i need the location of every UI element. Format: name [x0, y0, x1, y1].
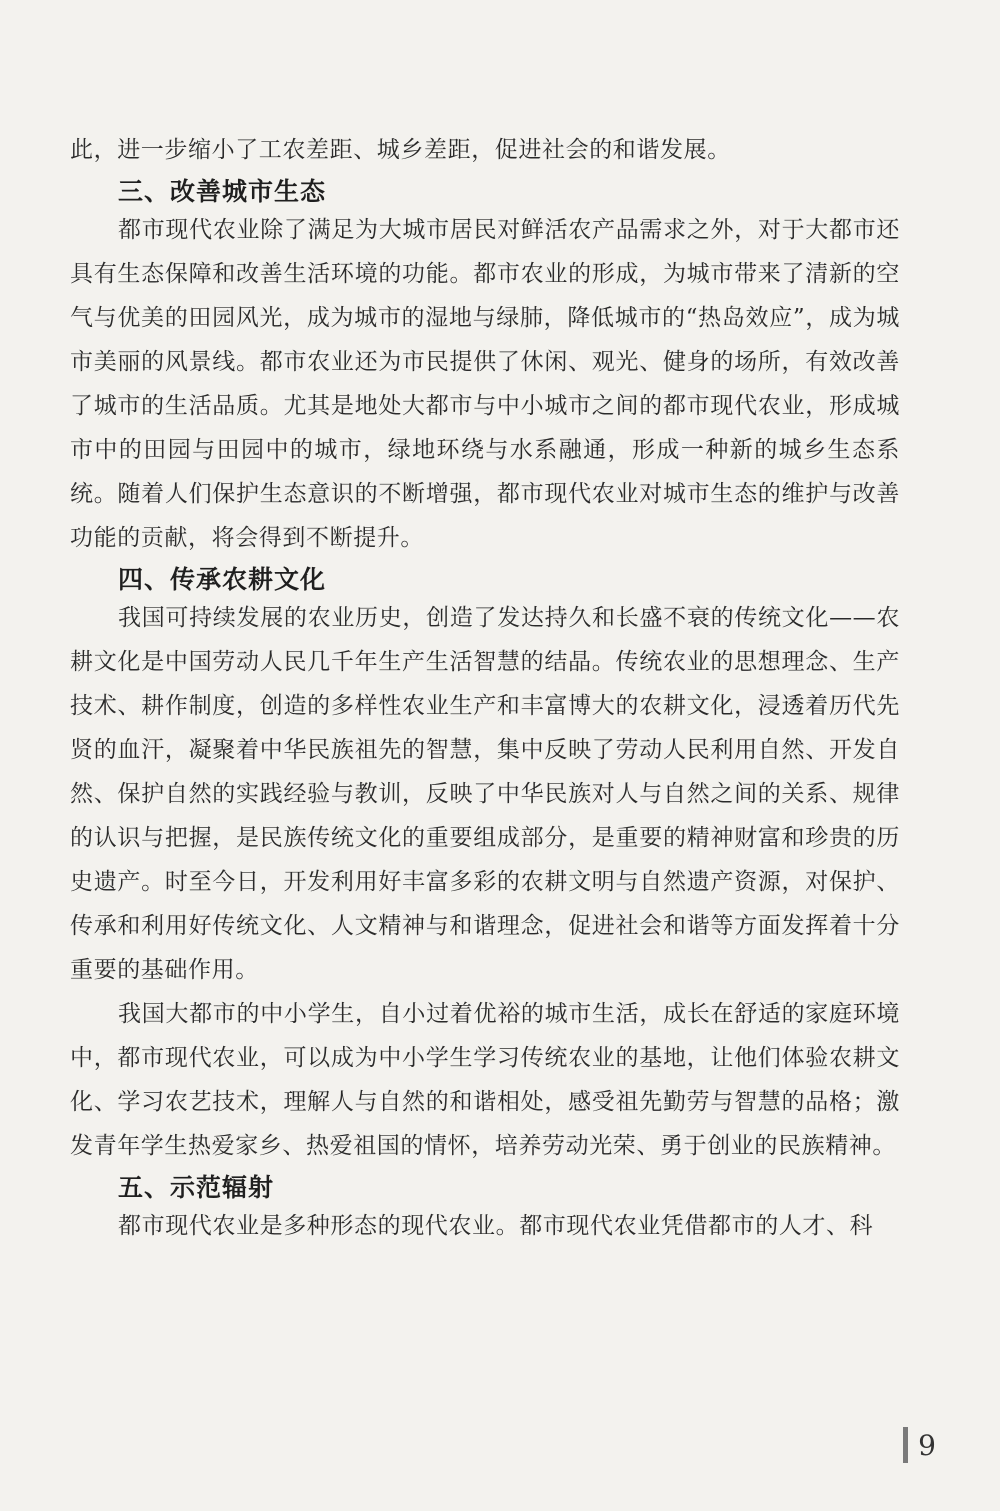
section-4-paragraph-2: 我国大都市的中小学生，自小过着优裕的城市生活，成长在舒适的家庭环境中，都市现代农业，可以成为中小学生学习传统农业的基地，让他们体验农耕文化、学习农艺技术，理解人与自然的和谐相处，感受祖先勤劳与智慧的品格；激发青年学生热爱家乡、热爱祖国的情怀，培养劳动光荣、勇于创业的民族精神。 [70, 1001, 900, 1159]
section-4-paragraph-1: 我国可持续发展的农业历史，创造了发达持久和长盛不衰的传统文化——农耕文化是中国劳动人民几千年生产生活智慧的结晶。传统农业的思想理念、生产技术、耕作制度，创造的多样性农业生产和丰富博大的农耕文化，浸透着历代先贤的血汗，凝聚着中华民族祖先的智慧，集中反映了劳动人民利用自然、开发自然、保护自然的实践经验与教训，反映了中华民族对人与自然之间的关系、规律的认识与把握，是民族传统文化的重要组成部分，是重要的精神财富和珍贵的历史遗产。时至今日，开发利用好丰富多彩的农耕文明与自然遗产资源，对保护、传承和利用好传统文化、人文精神与和谐理念，促进社会和谐等方面发挥着十分重要的基础作用。 [70, 605, 900, 983]
opening-paragraph: 此，进一步缩小了工农差距、城乡差距，促进社会的和谐发展。 [70, 137, 731, 163]
section-5-paragraph-1: 都市现代农业是多种形态的现代农业。都市现代农业凭借都市的人才、科 [118, 1213, 874, 1239]
section-heading-4: 四、传承农耕文化 [118, 565, 327, 594]
section-heading-3: 三、改善城市生态 [118, 177, 327, 206]
page-footer [903, 1427, 936, 1463]
page-number-rule [903, 1427, 908, 1463]
page-body [70, 128, 900, 1248]
section-heading-5: 五、示范辐射 [118, 1173, 275, 1202]
section-3-paragraph-1: 都市现代农业除了满足为大城市居民对鲜活农产品需求之外，对于大都市还具有生态保障和改善生活环境的功能。都市农业的形成，为城市带来了清新的空气与优美的田园风光，成为城市的湿地与绿肺，降低城市的“热岛效应”，成为城市美丽的风景线。都市农业还为市民提供了休闲、观光、健身的场所，有效改善了城市的生活品质。尤其是地处大都市与中小城市之间的都市现代农业，形成城市中的田园与田园中的城市，绿地环绕与水系融通，形成一种新的城乡生态系统。随着人们保护生态意识的不断增强，都市现代农业对城市生态的维护与改善功能的贡献，将会得到不断提升。 [70, 217, 900, 551]
page-number: 9 [918, 1428, 936, 1462]
